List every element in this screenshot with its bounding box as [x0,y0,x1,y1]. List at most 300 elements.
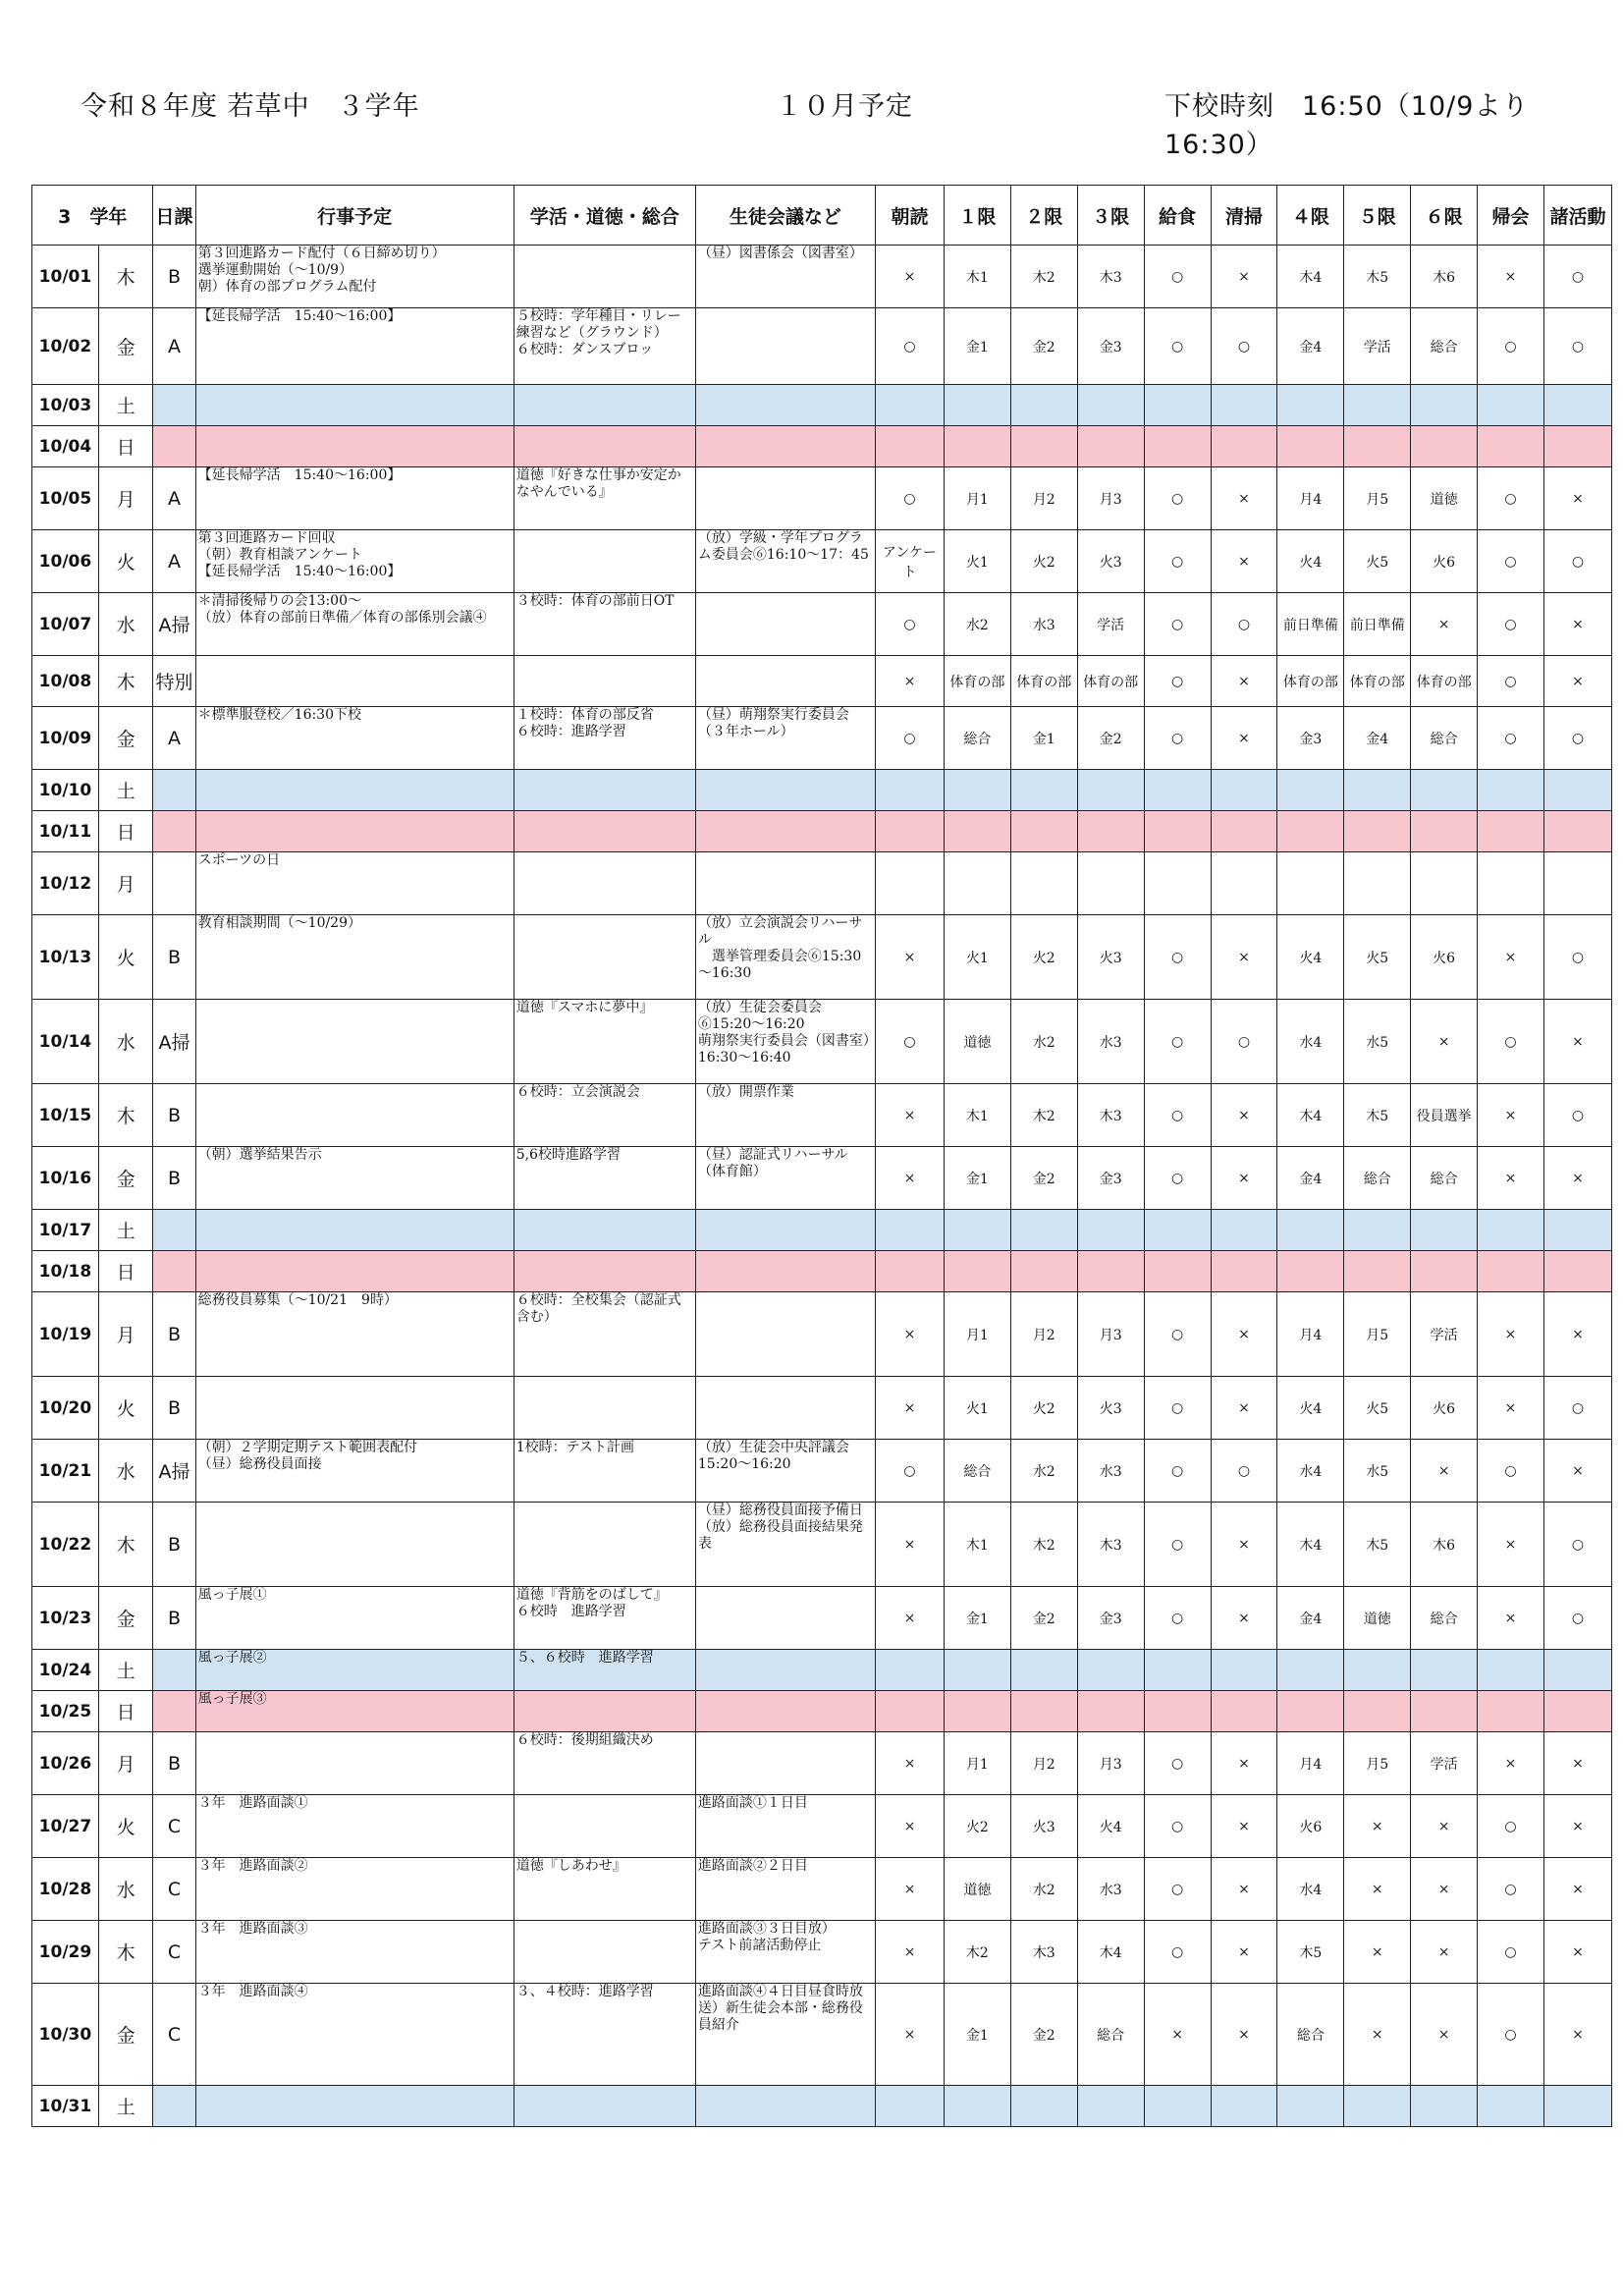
period-cell: 木3 [1077,246,1144,308]
weekday-cell: 水 [98,1000,153,1084]
council-cell: 進路面談①１日目 [695,1795,875,1858]
schedule-row [32,656,1612,707]
period-cell [875,2086,944,2127]
schedule-type-cell: C [153,1921,195,1984]
gakkatsu-cell [514,385,695,426]
period-cell [1411,852,1478,915]
gakkatsu-cell: ５、６校時 進路学習 [514,1650,695,1691]
period-cell [1478,385,1544,426]
weekday-cell: 金 [98,1984,153,2086]
period-cell: × [1211,1795,1277,1858]
period-cell: 道徳 [1344,1587,1411,1650]
column-header: ５限 [1344,186,1411,246]
period-cell [1344,426,1411,467]
weekday-cell: 火 [98,915,153,1000]
period-cell: 水2 [944,593,1010,656]
period-cell: × [1478,1292,1544,1377]
period-cell: 金1 [944,1147,1010,1210]
period-cell: 前日準備 [1344,593,1411,656]
period-cell [1077,770,1144,811]
period-cell [1478,1650,1544,1691]
period-cell: 水3 [1077,1000,1144,1084]
date-cell: 10/24 [32,1650,99,1691]
period-cell: 月2 [1010,1732,1077,1795]
period-cell [1077,811,1144,852]
period-cell [944,1691,1010,1732]
period-cell: 金2 [1010,1587,1077,1650]
period-cell [1344,2086,1411,2127]
schedule-type-cell: B [153,915,195,1000]
period-cell: 月3 [1077,1732,1144,1795]
gakkatsu-cell [514,1377,695,1440]
schedule-type-cell: B [153,246,195,308]
header-row [32,186,1612,246]
period-cell: 金4 [1344,707,1411,770]
period-cell: 木4 [1277,1503,1344,1587]
council-cell [695,1292,875,1377]
period-cell: ○ [875,467,944,530]
period-cell: × [1543,1795,1611,1858]
period-cell: 木4 [1277,246,1344,308]
weekday-cell: 木 [98,246,153,308]
event-cell: 風っ子展③ [195,1691,514,1732]
schedule-row [32,530,1612,593]
event-cell [195,1503,514,1587]
council-cell [695,1251,875,1292]
period-cell: 金1 [1010,707,1077,770]
period-cell: 総合 [1277,1984,1344,2086]
period-cell: × [1478,1084,1544,1147]
period-cell: ○ [1478,308,1544,385]
period-cell: ○ [875,308,944,385]
period-cell: × [1543,1292,1611,1377]
weekday-cell: 金 [98,707,153,770]
schedule-row [32,811,1612,852]
gakkatsu-cell: １校時：体育の部反省 ６校時：進路学習 [514,707,695,770]
period-cell: 木2 [1010,246,1077,308]
period-cell: 月3 [1077,467,1144,530]
event-cell: 風っ子展② [195,1650,514,1691]
period-cell: 木4 [1077,1921,1144,1984]
period-cell [1144,811,1211,852]
council-cell: （放）学級・学年プログラム委員会⑥16:10～17：45 [695,530,875,593]
event-cell [195,1084,514,1147]
period-cell: 木5 [1344,1084,1411,1147]
period-cell: 月4 [1277,1732,1344,1795]
column-header: 生徒会議など [695,186,875,246]
period-cell: × [1344,1858,1411,1921]
council-cell [695,1691,875,1732]
gakkatsu-cell: ３、４校時：進路学習 [514,1984,695,2086]
schedule-row [32,1984,1612,2086]
period-cell [1478,852,1544,915]
event-cell: 【延長帰学活 15:40～16:00】 [195,308,514,385]
period-cell [1478,1251,1544,1292]
gakkatsu-cell: 道徳『背筋をのばして』 ６校時 進路学習 [514,1587,695,1650]
period-cell: ○ [1144,1587,1211,1650]
council-cell [695,385,875,426]
period-cell: ○ [1144,467,1211,530]
period-cell: 総合 [1344,1147,1411,1210]
period-cell: × [1543,1732,1611,1795]
period-cell [1277,1210,1344,1251]
date-cell: 10/08 [32,656,99,707]
event-cell [195,1251,514,1292]
period-cell: × [1211,246,1277,308]
gakkatsu-cell [514,1921,695,1984]
period-cell: ○ [875,707,944,770]
period-cell: 金2 [1010,1984,1077,2086]
period-cell: 総合 [1411,707,1478,770]
period-cell: 水5 [1344,1000,1411,1084]
period-cell [1344,1691,1411,1732]
event-cell: ３年 進路面談③ [195,1921,514,1984]
header-dismissal-time: 下校時刻 16:50（10/9より16:30） [1164,91,1530,160]
period-cell [1277,770,1344,811]
event-cell [195,1210,514,1251]
period-cell: 火4 [1277,530,1344,593]
date-cell: 10/18 [32,1251,99,1292]
period-cell [875,852,944,915]
event-cell: ３年 進路面談④ [195,1984,514,2086]
period-cell: × [1211,1292,1277,1377]
period-cell [944,770,1010,811]
event-cell [195,1732,514,1795]
header-grade-title: 令和８年度 若草中 ３学年 [81,91,420,122]
period-cell [875,1691,944,1732]
period-cell: 前日準備 [1277,593,1344,656]
period-cell: ○ [1543,530,1611,593]
period-cell: × [1344,1921,1411,1984]
period-cell: × [875,1921,944,1984]
period-cell: 火1 [944,915,1010,1000]
period-cell: ○ [1478,530,1544,593]
schedule-type-cell: B [153,1732,195,1795]
period-cell: × [1411,1795,1478,1858]
period-cell: ○ [1478,1795,1544,1858]
schedule-row [32,593,1612,656]
period-cell: 金3 [1277,707,1344,770]
period-cell: ○ [1144,707,1211,770]
period-cell: ○ [1543,246,1611,308]
period-cell: × [1478,246,1544,308]
period-cell: × [875,1084,944,1147]
period-cell [875,770,944,811]
period-cell [1211,811,1277,852]
period-cell [1543,385,1611,426]
period-cell: ○ [875,1440,944,1503]
period-cell: × [1211,1147,1277,1210]
date-cell: 10/04 [32,426,99,467]
period-cell: 火4 [1077,1795,1144,1858]
schedule-type-cell [153,2086,195,2127]
period-cell: × [1211,1587,1277,1650]
period-cell: 月3 [1077,1292,1144,1377]
period-cell [1411,1650,1478,1691]
date-cell: 10/10 [32,770,99,811]
period-cell: × [1478,1377,1544,1440]
schedule-type-cell [153,852,195,915]
period-cell [1077,426,1144,467]
period-cell: × [1211,1732,1277,1795]
period-cell [1344,811,1411,852]
period-cell: × [1211,1858,1277,1921]
period-cell [1543,2086,1611,2127]
period-cell: × [1478,1503,1544,1587]
gakkatsu-cell: 道徳『しあわせ』 [514,1858,695,1921]
period-cell [1144,1691,1211,1732]
schedule-row [32,1084,1612,1147]
schedule-type-cell: B [153,1377,195,1440]
schedule-row [32,385,1612,426]
date-cell: 10/21 [32,1440,99,1503]
period-cell [1211,385,1277,426]
period-cell [1211,1251,1277,1292]
column-header: 行事予定 [195,186,514,246]
gakkatsu-cell [514,2086,695,2127]
period-cell [1411,385,1478,426]
schedule-row [32,1587,1612,1650]
period-cell: ○ [1543,707,1611,770]
period-cell: 水2 [1010,1000,1077,1084]
period-cell: 総合 [1077,1984,1144,2086]
period-cell [1478,2086,1544,2127]
period-cell: ○ [1543,1084,1611,1147]
weekday-cell: 月 [98,1292,153,1377]
column-header: 日課 [153,186,195,246]
period-cell: 月5 [1344,467,1411,530]
weekday-cell: 土 [98,770,153,811]
date-cell: 10/26 [32,1732,99,1795]
period-cell: 学活 [1411,1732,1478,1795]
event-cell: 総務役員募集（～10/21 9時） [195,1292,514,1377]
period-cell: 木5 [1344,1503,1411,1587]
period-cell: 月2 [1010,1292,1077,1377]
period-cell [1010,1691,1077,1732]
schedule-type-cell: A掃 [153,593,195,656]
schedule-table [31,185,1612,2127]
period-cell: 総合 [1411,1147,1478,1210]
schedule-type-cell [153,1251,195,1292]
period-cell: 金1 [944,1587,1010,1650]
period-cell: ○ [1144,1147,1211,1210]
period-cell [1543,1650,1611,1691]
event-cell [195,426,514,467]
period-cell: 水3 [1077,1440,1144,1503]
schedule-row [32,1650,1612,1691]
period-cell: × [1344,1795,1411,1858]
period-cell: 月4 [1277,1292,1344,1377]
event-cell: 第３回進路カード配付（６日締め切り） 選挙運動開始（～10/9） 朝）体育の部プログラム配付 [195,246,514,308]
period-cell: × [1411,1858,1478,1921]
period-cell: 体育の部 [1411,656,1478,707]
period-cell: × [875,1292,944,1377]
date-cell: 10/16 [32,1147,99,1210]
gakkatsu-cell [514,1210,695,1251]
period-cell: × [875,656,944,707]
gakkatsu-cell [514,852,695,915]
schedule-type-cell [153,1650,195,1691]
period-cell: 木6 [1411,1503,1478,1587]
council-cell [695,1650,875,1691]
period-cell [875,1650,944,1691]
weekday-cell: 月 [98,467,153,530]
period-cell [944,1650,1010,1691]
council-cell [695,1210,875,1251]
period-cell [1543,1251,1611,1292]
period-cell: 水2 [1010,1440,1077,1503]
period-cell [1411,1251,1478,1292]
period-cell: 月5 [1344,1732,1411,1795]
column-header: 学活・道徳・総合 [514,186,695,246]
schedule-type-cell: A [153,467,195,530]
period-cell: 月4 [1277,467,1344,530]
period-cell: 総合 [1411,1587,1478,1650]
schedule-row [32,1503,1612,1587]
gakkatsu-cell [514,1795,695,1858]
period-cell: ○ [1144,1732,1211,1795]
schedule-type-cell: A [153,707,195,770]
column-header: ２限 [1010,186,1077,246]
gakkatsu-cell: 5,6校時進路学習 [514,1147,695,1210]
date-cell: 10/06 [32,530,99,593]
period-cell: 火3 [1077,915,1144,1000]
period-cell: 火6 [1411,530,1478,593]
weekday-cell: 火 [98,530,153,593]
period-cell [875,1210,944,1251]
column-header: １限 [944,186,1010,246]
event-cell: ＊標準服登校／16:30下校 [195,707,514,770]
period-cell: 火5 [1344,1377,1411,1440]
event-cell: （朝）選挙結果告示 [195,1147,514,1210]
schedule-row [32,426,1612,467]
schedule-body [32,246,1612,2127]
period-cell: 水2 [1010,1858,1077,1921]
column-header: 諸活動 [1543,186,1611,246]
period-cell: 金4 [1277,1147,1344,1210]
weekday-cell: 金 [98,308,153,385]
event-cell: 風っ子展① [195,1587,514,1650]
schedule-type-cell: B [153,1084,195,1147]
weekday-cell: 日 [98,1251,153,1292]
period-cell: × [1211,915,1277,1000]
period-cell: ○ [1478,467,1544,530]
period-cell [1411,811,1478,852]
period-cell: 火2 [1010,1377,1077,1440]
period-cell [1010,426,1077,467]
period-cell: × [1478,1147,1544,1210]
date-cell: 10/12 [32,852,99,915]
period-cell [1543,770,1611,811]
period-cell: 月5 [1344,1292,1411,1377]
weekday-cell: 木 [98,1503,153,1587]
schedule-type-cell: A掃 [153,1000,195,1084]
schedule-row [32,1377,1612,1440]
period-cell [1010,811,1077,852]
column-header: 清掃 [1211,186,1277,246]
period-cell [1077,1691,1144,1732]
period-cell [1478,770,1544,811]
period-cell: 火3 [1077,1377,1144,1440]
period-cell: ○ [1211,593,1277,656]
date-cell: 10/22 [32,1503,99,1587]
council-cell: （昼）萌翔祭実行委員会（３年ホール） [695,707,875,770]
period-cell [1344,1650,1411,1691]
period-cell: ○ [1543,1587,1611,1650]
period-cell: 道徳 [1411,467,1478,530]
schedule-type-cell [153,1210,195,1251]
weekday-cell: 土 [98,1210,153,1251]
period-cell [944,1251,1010,1292]
column-header: 朝読 [875,186,944,246]
period-cell [1144,1210,1211,1251]
period-cell [1277,426,1344,467]
period-cell: × [1211,1084,1277,1147]
period-cell: × [1211,656,1277,707]
weekday-cell: 日 [98,811,153,852]
date-cell: 10/27 [32,1795,99,1858]
period-cell [875,426,944,467]
period-cell: 木3 [1077,1503,1144,1587]
period-cell: × [1411,1000,1478,1084]
period-cell: 金4 [1277,1587,1344,1650]
schedule-row [32,1210,1612,1251]
period-cell [1543,1210,1611,1251]
period-cell: 木4 [1277,1084,1344,1147]
period-cell: ○ [1144,246,1211,308]
period-cell: 木1 [944,246,1010,308]
schedule-row [32,707,1612,770]
period-cell [1543,852,1611,915]
period-cell: 火2 [944,1795,1010,1858]
period-cell: 月1 [944,1292,1010,1377]
period-cell [1277,811,1344,852]
period-cell: × [1478,1587,1544,1650]
period-cell [1010,1251,1077,1292]
date-cell: 10/19 [32,1292,99,1377]
schedule-type-cell: C [153,1858,195,1921]
date-cell: 10/05 [32,467,99,530]
period-cell: ○ [1144,1292,1211,1377]
period-cell [1344,385,1411,426]
period-cell [1077,1650,1144,1691]
period-cell: × [1543,1858,1611,1921]
period-cell: 金1 [944,1984,1010,2086]
period-cell: 金3 [1077,1147,1144,1210]
period-cell: ○ [1144,1377,1211,1440]
period-cell: 総合 [944,707,1010,770]
council-cell [695,656,875,707]
weekday-cell: 水 [98,1440,153,1503]
schedule-row [32,308,1612,385]
council-cell [695,852,875,915]
weekday-cell: 月 [98,852,153,915]
schedule-type-cell [153,385,195,426]
period-cell: 総合 [1411,308,1478,385]
period-cell: 金2 [1077,707,1144,770]
schedule-type-cell: C [153,1795,195,1858]
period-cell: 月2 [1010,467,1077,530]
period-cell: × [1211,530,1277,593]
column-header: ６限 [1411,186,1478,246]
period-cell [1211,770,1277,811]
period-cell: × [1543,1000,1611,1084]
period-cell: 金1 [944,308,1010,385]
date-cell: 10/15 [32,1084,99,1147]
event-cell: ＊清掃後帰りの会13:00～ （放）体育の部前日準備／体育の部係別会議④ [195,593,514,656]
period-cell: ○ [1144,308,1211,385]
period-cell: ○ [1543,308,1611,385]
